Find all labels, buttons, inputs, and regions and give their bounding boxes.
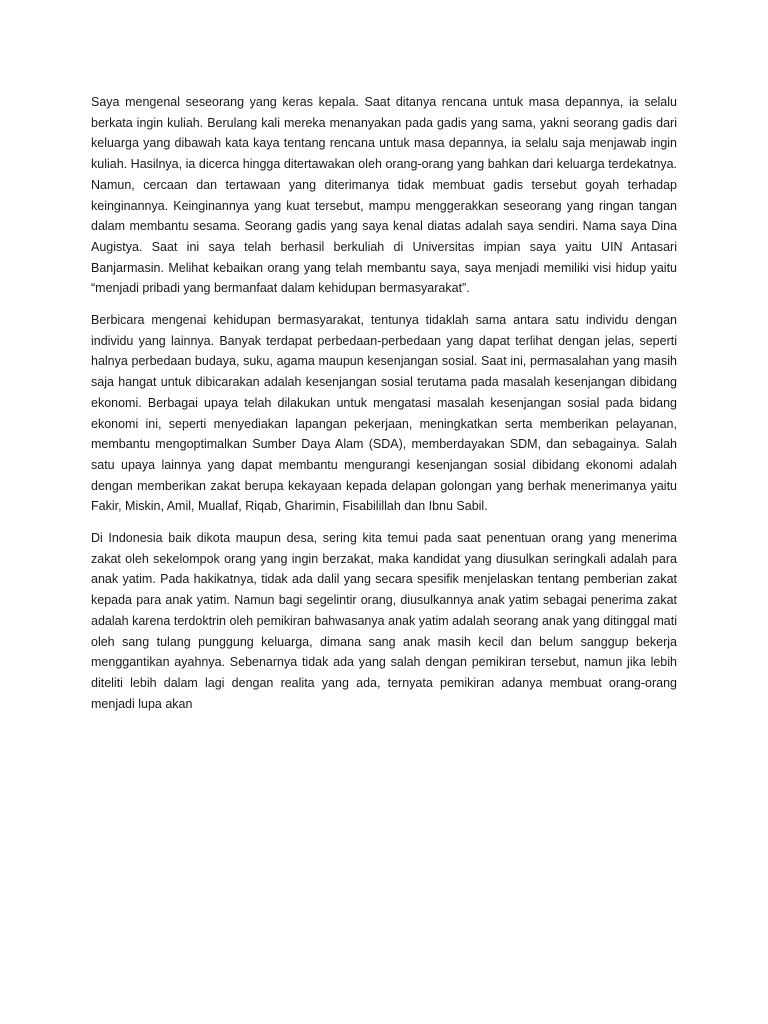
- document-body: [91, 92, 677, 714]
- paragraph-1: Saya mengenal seseorang yang keras kepala. Saat ditanya rencana untuk masa depannya, ia selalu berkata ingin kuliah. Berulang kali mereka menanyakan pada gadis yang sama, yakni seorang gadis dari keluarga yang dibawah kata kaya tentang rencana untuk masa depannya, ia selalu saja menjawab ingin kuliah. Hasilnya, ia dicerca hingga ditertawakan oleh orang-orang yang bahkan dari keluarga terdekatnya. Namun, cercaan dan tertawaan yang diterimanya tidak membuat gadis tersebut goyah terhadap keinginannya. Keinginannya yang kuat tersebut, mampu menggerakkan seseorang yang ringan tangan dalam membantu sesama. Seorang gadis yang saya kenal diatas adalah saya sendiri. Nama saya Dina Augistya. Saat ini saya telah berhasil berkuliah di Universitas impian saya yaitu UIN Antasari Banjarmasin. Melihat kebaikan orang yang telah membantu saya, saya menjadi memiliki visi hidup yaitu “menjadi pribadi yang bermanfaat dalam kehidupan bermasyarakat”.: [91, 95, 677, 296]
- paragraph-3: Di Indonesia baik dikota maupun desa, sering kita temui pada saat penentuan orang yang menerima zakat oleh sekelompok orang yang ingin berzakat, maka kandidat yang diusulkan seringkali adalah para anak yatim. Pada hakikatnya, tidak ada dalil yang secara spesifik menjelaskan tentang pemberian zakat kepada para anak yatim. Namun bagi segelintir orang, diusulkannya anak yatim sebagai penerima zakat adalah karena terdoktrin oleh pemikiran bahwasanya anak yatim adalah seorang anak yang ditinggal mati oleh sang tulang punggung keluarga, dimana sang anak masih kecil dan belum sanggup bekerja menggantikan ayahnya. Sebenarnya tidak ada yang salah dengan pemikiran tersebut, namun jika lebih diteliti lebih dalam lagi dengan realita yang ada, ternyata pemikiran adanya membuat orang-orang menjadi lupa akan: [91, 531, 677, 711]
- paragraph-2: Berbicara mengenai kehidupan bermasyarakat, tentunya tidaklah sama antara satu individu dengan individu yang lainnya. Banyak terdapat perbedaan-perbedaan yang dapat terlihat dengan jelas, seperti halnya perbedaan budaya, suku, agama maupun kesenjangan sosial. Saat ini, permasalahan yang masih saja hangat untuk dibicarakan adalah kesenjangan sosial terutama pada masalah kesenjangan dibidang ekonomi. Berbagai upaya telah dilakukan untuk mengatasi masalah kesenjangan sosial pada bidang ekonomi ini, seperti menyediakan lapangan pekerjaan, meningkatkan serta memberikan pelayanan, membantu mengoptimalkan Sumber Daya Alam (SDA), memberdayakan SDM, dan sebagainya. Salah satu upaya lainnya yang dapat membantu mengurangi kesenjangan sosial dibidang ekonomi adalah dengan memberikan zakat berupa kekayaan kepada delapan golongan yang berhak menerimanya yaitu Fakir, Miskin, Amil, Muallaf, Riqab, Gharimin, Fisabilillah dan Ibnu Sabil.: [91, 313, 677, 514]
